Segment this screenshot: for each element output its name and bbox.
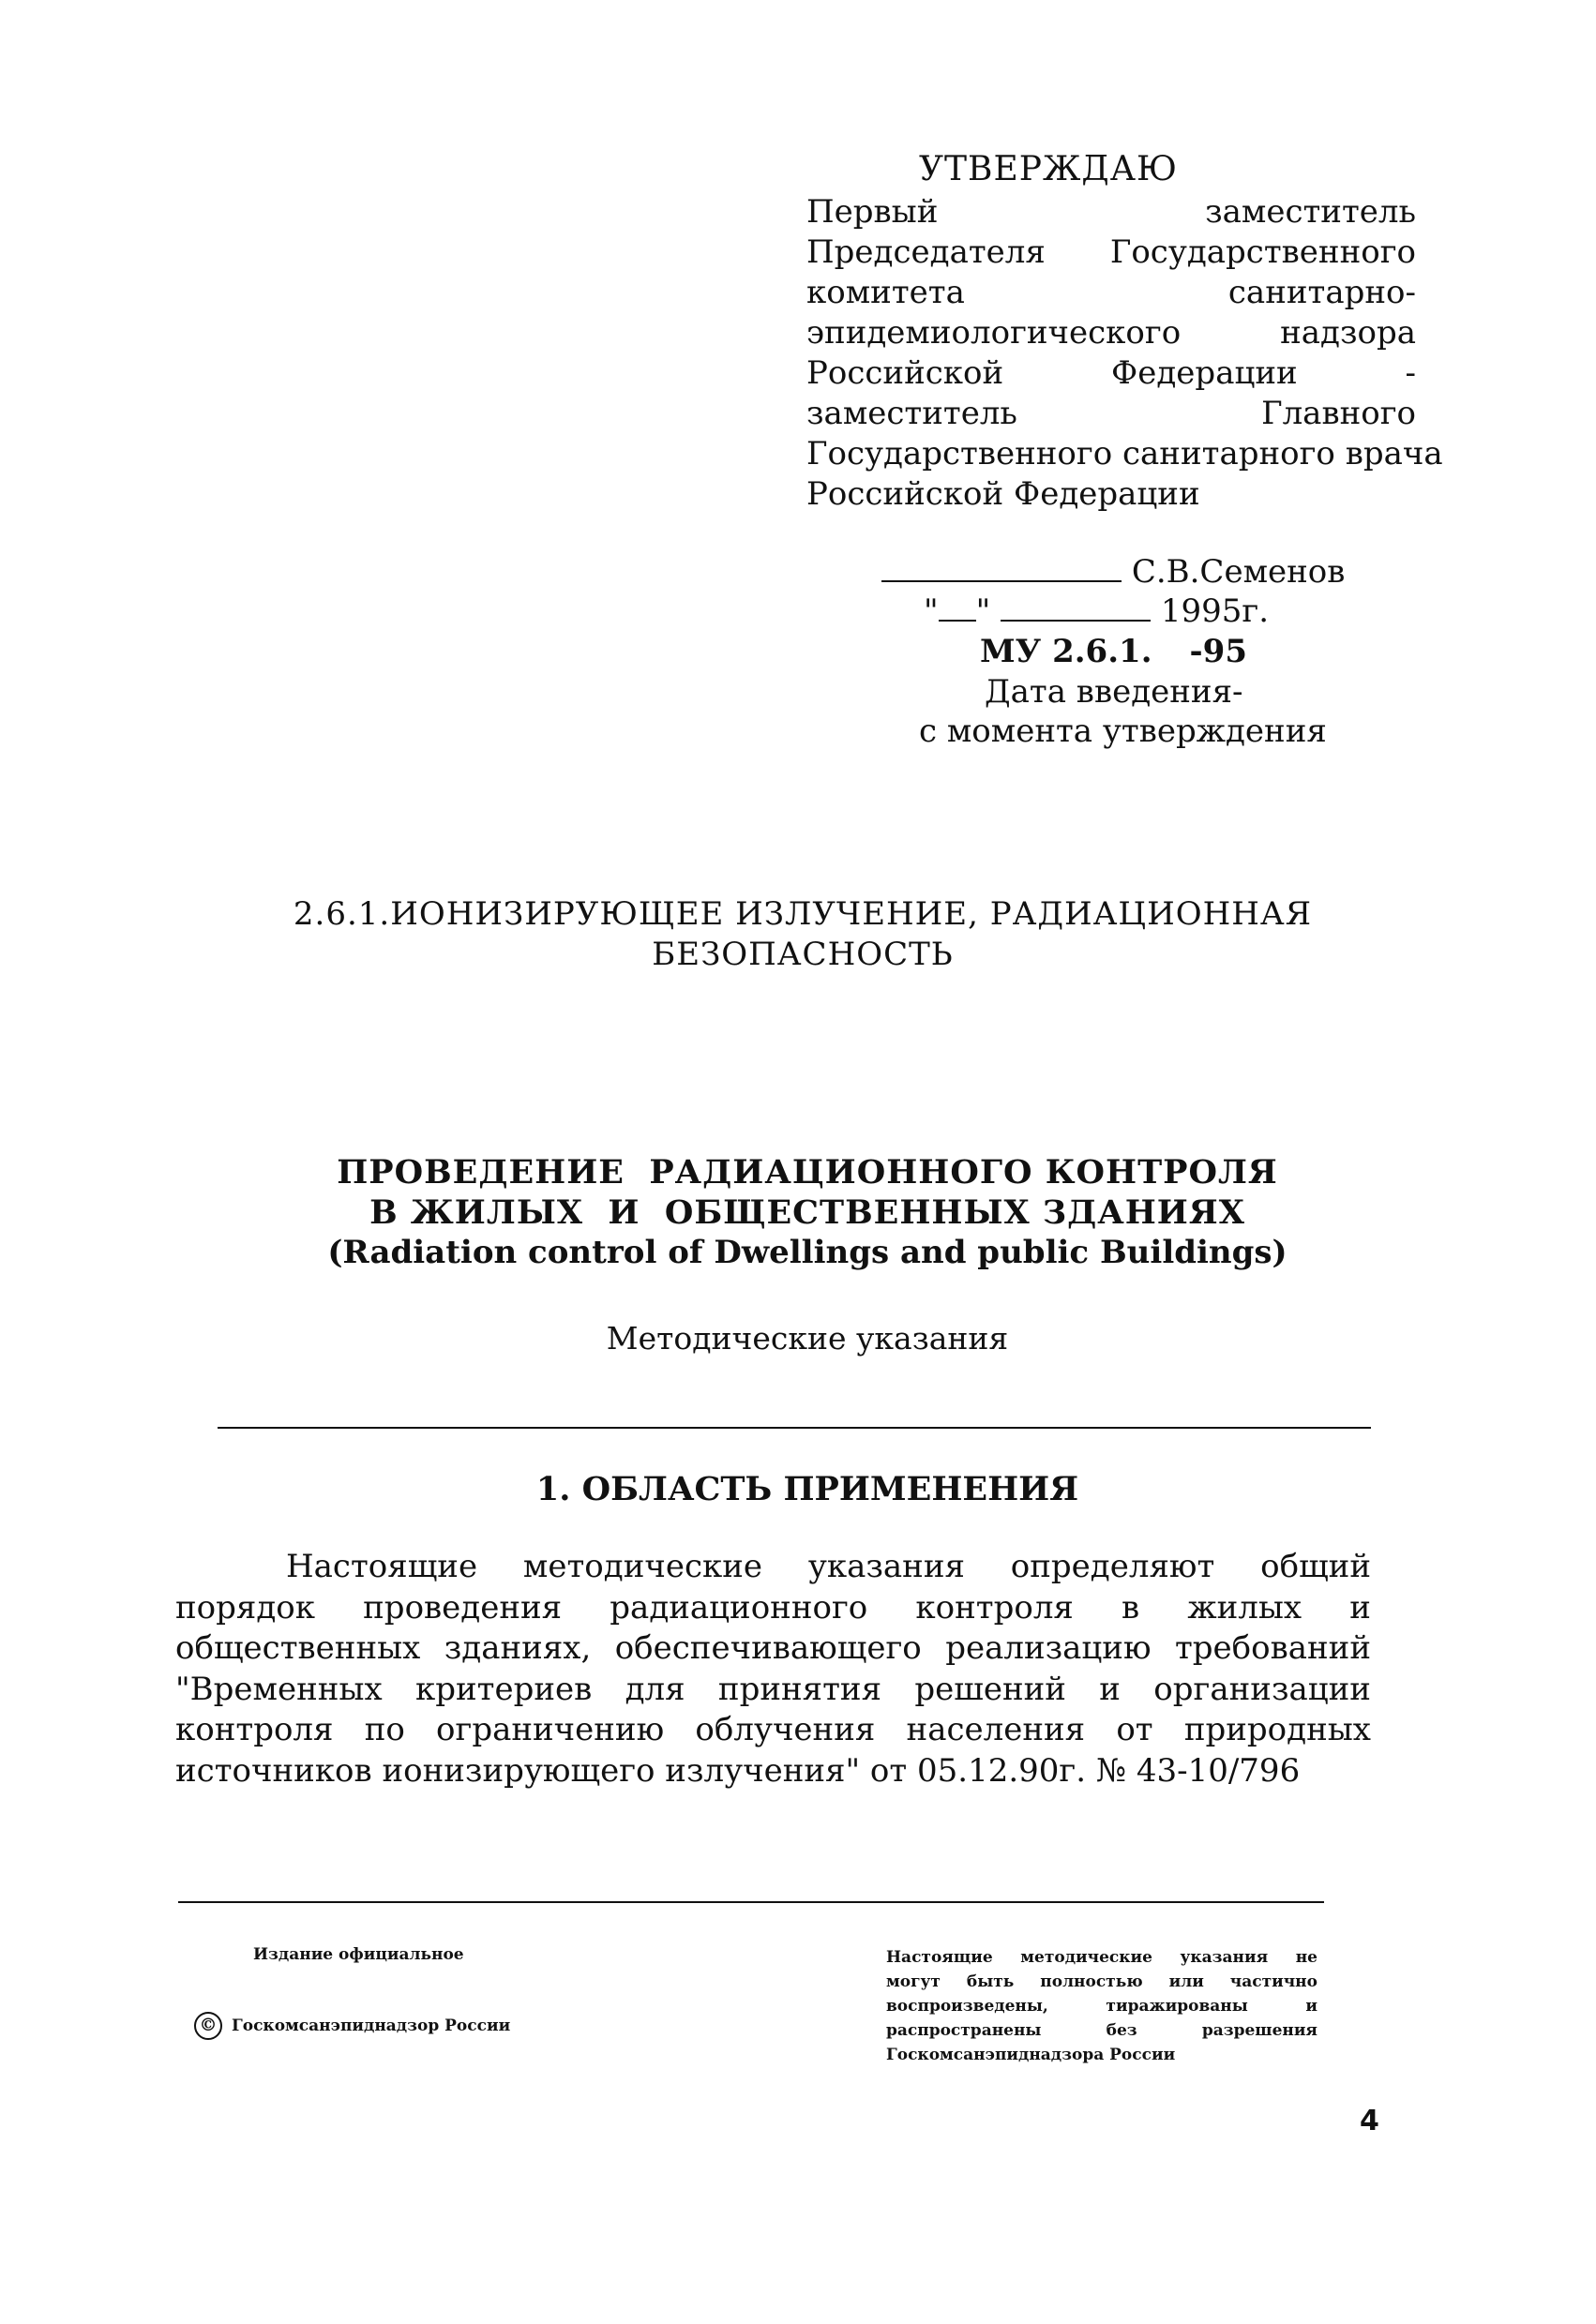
- approval-title: УТВЕРЖДАЮ: [919, 150, 1178, 188]
- section1-title: 1. ОБЛАСТЬ ПРИМЕНЕНИЯ: [535, 1470, 1079, 1508]
- notice-line: воспроизведены, тиражированы и: [886, 1997, 1317, 2016]
- approval-year: 1995г.: [1160, 592, 1270, 630]
- approval-line: Первый заместитель: [806, 193, 1416, 231]
- notice-line: Настоящие методические указания не: [886, 1948, 1317, 1967]
- copyright-icon: ©: [194, 2012, 222, 2040]
- paragraph-line: "Временных критериев для принятия решений и организации: [175, 1670, 1371, 1708]
- approval-block: [806, 192, 1443, 515]
- page-number: 4: [1360, 2105, 1379, 2137]
- notice-line: распространены без разрешения: [886, 2021, 1317, 2040]
- section-heading-line2: БЕЗОПАСНОСТЬ: [652, 936, 954, 973]
- copyright: [194, 2012, 510, 2040]
- paragraph-line: Настоящие методические указания определяют общий: [286, 1548, 1371, 1585]
- main-title-line1: ПРОВЕДЕНИЕ РАДИАЦИОННОГО КОНТРОЛЯ: [337, 1153, 1278, 1192]
- approval-line: заместитель Главного: [806, 395, 1416, 432]
- document-code: МУ 2.6.1. -95: [980, 633, 1247, 670]
- paragraph-line: порядок проведения радиационного контроля в жилых и: [175, 1588, 1371, 1627]
- approval-line: комитета санитарно-: [806, 274, 1416, 311]
- approval-line: Российской Федерации -: [806, 354, 1416, 392]
- paragraph-line: контроля по ограничению облучения населения от природных: [175, 1711, 1371, 1748]
- official-edition-label: Издание официальное: [253, 1945, 464, 1964]
- intro-date-label: Дата введения-: [985, 673, 1243, 711]
- approval-line: Государственного санитарного врача: [806, 435, 1443, 472]
- document-type: Методические указания: [606, 1320, 1009, 1357]
- signature-blank: [881, 554, 1122, 582]
- approval-line: Российской Федерации: [806, 475, 1200, 513]
- notice-line: Госкомсанэпиднадзора России: [886, 2046, 1176, 2064]
- reproduction-notice: [886, 1945, 1317, 2067]
- divider: [218, 1427, 1371, 1429]
- intro-date-value: с момента утверждения: [919, 712, 1327, 750]
- paragraph-line: общественных зданиях, обеспечивающего реализацию требований: [175, 1629, 1371, 1667]
- signatory-name: С.В.Семенов: [1131, 553, 1346, 591]
- main-title-line2: В ЖИЛЫХ И ОБЩЕСТВЕННЫХ ЗДАНИЯХ: [369, 1193, 1245, 1232]
- notice-line: могут быть полностью или частично: [886, 1972, 1317, 1991]
- paragraph-line: источников ионизирующего излучения" от 05.12.90г. № 43-10/796: [175, 1751, 1301, 1790]
- approval-date-line: " " 1995г.: [924, 592, 1270, 630]
- section1-paragraph: [175, 1547, 1371, 1792]
- section-heading-line1: 2.6.1.ИОНИЗИРУЮЩЕЕ ИЗЛУЧЕНИЕ, РАДИАЦИОННАЯ: [293, 895, 1313, 933]
- footer-divider: [178, 1901, 1324, 1903]
- month-blank: [1001, 593, 1151, 622]
- day-blank: [939, 593, 976, 622]
- main-title-english: (Radiation control of Dwellings and public Buildings): [327, 1234, 1287, 1271]
- approval-line: эпидемиологического надзора: [806, 314, 1416, 352]
- signature-line: [881, 553, 1345, 591]
- approval-line: Председателя Государственного: [806, 233, 1416, 271]
- copyright-holder: Госкомсанэпиднадзор России: [232, 2017, 511, 2035]
